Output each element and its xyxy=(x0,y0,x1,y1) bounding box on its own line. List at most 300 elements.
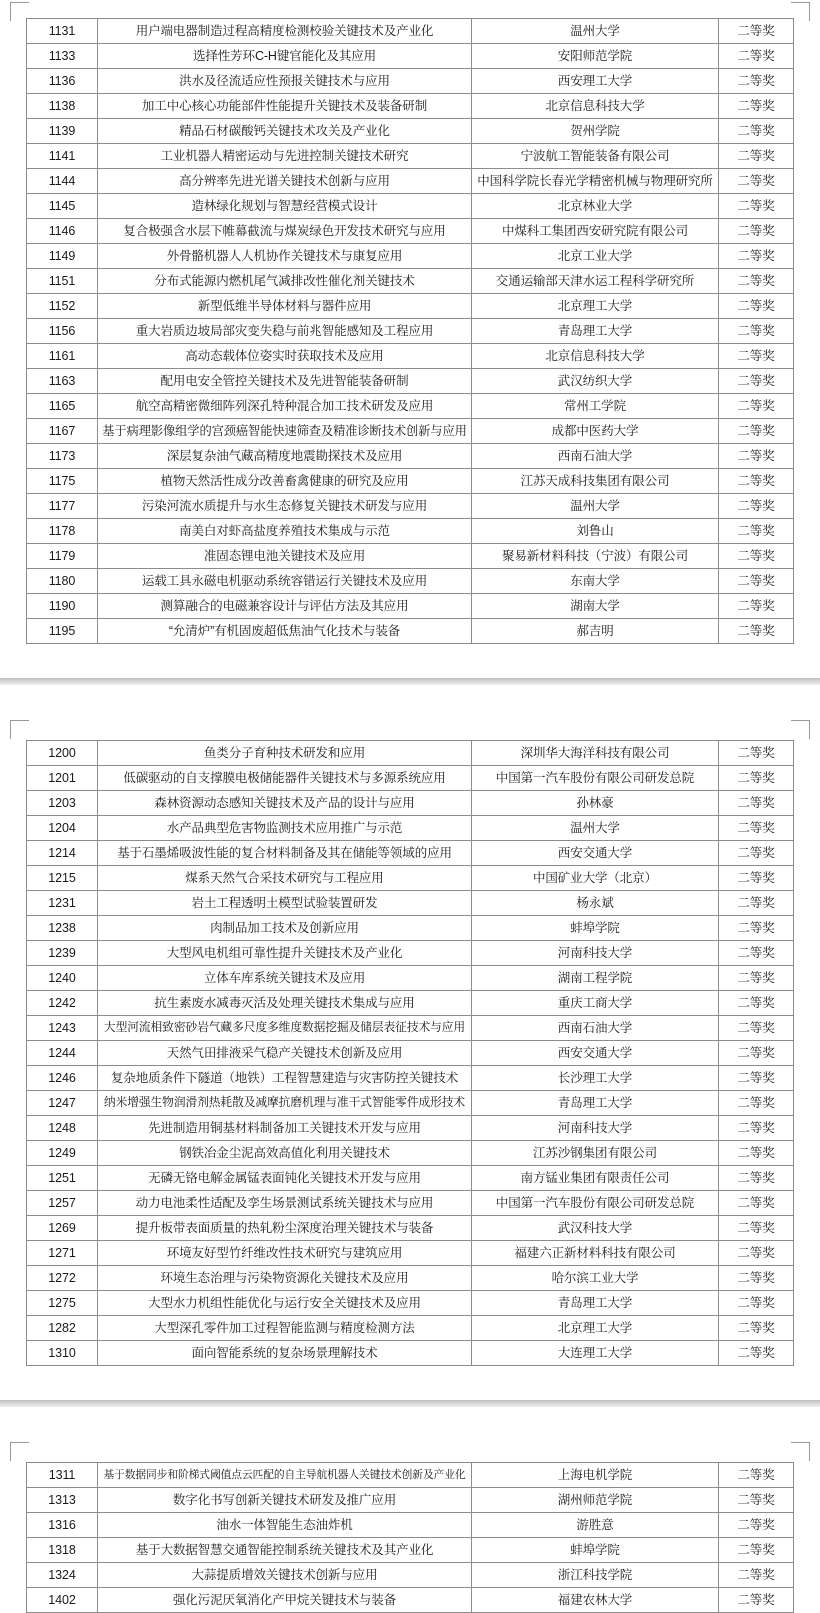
row-project-name-cell: 天然气田排液采气稳产关键技术创新及应用 xyxy=(98,1041,472,1066)
row-id-cell: 1200 xyxy=(27,741,98,766)
row-id-cell: 1310 xyxy=(27,1341,98,1366)
row-id-cell: 1201 xyxy=(27,766,98,791)
row-organization-cell: 孙林豪 xyxy=(472,791,719,816)
row-organization-cell: 中国第一汽车股份有限公司研发总院 xyxy=(472,1191,719,1216)
row-organization-cell: 中国科学院长春光学精密机械与物理研究所 xyxy=(472,169,719,194)
row-organization-cell: 游胜意 xyxy=(472,1513,719,1538)
row-award-level-cell: 二等奖 xyxy=(719,94,794,119)
award-table-3 xyxy=(26,1462,794,1613)
row-project-name-cell: 基于数据同步和阶梯式阈值点云匹配的自主导航机器人关键技术创新及产业化 xyxy=(98,1463,472,1488)
row-project-name-cell: 航空高精密微细阵列深孔特种混合加工技术研发及应用 xyxy=(98,394,472,419)
row-organization-cell: 交通运输部天津水运工程科学研究所 xyxy=(472,269,719,294)
row-award-level-cell: 二等奖 xyxy=(719,444,794,469)
row-organization-cell: 刘鲁山 xyxy=(472,519,719,544)
row-organization-cell: 上海电机学院 xyxy=(472,1463,719,1488)
row-award-level-cell: 二等奖 xyxy=(719,1041,794,1066)
row-project-name-cell: 煤系天然气合采技术研究与工程应用 xyxy=(98,866,472,891)
award-table-1 xyxy=(26,18,794,644)
table-row xyxy=(27,1341,794,1366)
row-award-level-cell: 二等奖 xyxy=(719,119,794,144)
table-row xyxy=(27,569,794,594)
row-organization-cell: 北京信息科技大学 xyxy=(472,344,719,369)
row-organization-cell: 东南大学 xyxy=(472,569,719,594)
table-row xyxy=(27,494,794,519)
row-project-name-cell: 加工中心核心功能部件性能提升关键技术及装备研制 xyxy=(98,94,472,119)
row-id-cell: 1152 xyxy=(27,294,98,319)
row-award-level-cell: 二等奖 xyxy=(719,866,794,891)
row-award-level-cell: 二等奖 xyxy=(719,369,794,394)
row-organization-cell: 中国第一汽车股份有限公司研发总院 xyxy=(472,766,719,791)
row-project-name-cell: 污染河流水质提升与水生态修复关键技术研发与应用 xyxy=(98,494,472,519)
row-award-level-cell: 二等奖 xyxy=(719,1538,794,1563)
row-award-level-cell: 二等奖 xyxy=(719,494,794,519)
page-break-1 xyxy=(0,644,820,722)
row-organization-cell: 长沙理工大学 xyxy=(472,1066,719,1091)
row-award-level-cell: 二等奖 xyxy=(719,469,794,494)
row-award-level-cell: 二等奖 xyxy=(719,69,794,94)
row-project-name-cell: 基于石墨烯吸波性能的复合材料制备及其在储能等领域的应用 xyxy=(98,841,472,866)
row-project-name-cell: 森林资源动态感知关键技术及产品的设计与应用 xyxy=(98,791,472,816)
row-organization-cell: 中煤科工集团西安研究院有限公司 xyxy=(472,219,719,244)
row-project-name-cell: 工业机器人精密运动与先进控制关键技术研究 xyxy=(98,144,472,169)
table-row xyxy=(27,866,794,891)
row-award-level-cell: 二等奖 xyxy=(719,519,794,544)
row-award-level-cell: 二等奖 xyxy=(719,1066,794,1091)
row-id-cell: 1146 xyxy=(27,219,98,244)
table-row xyxy=(27,1588,794,1613)
table-row xyxy=(27,1066,794,1091)
row-award-level-cell: 二等奖 xyxy=(719,619,794,644)
row-award-level-cell: 二等奖 xyxy=(719,1191,794,1216)
row-award-level-cell: 二等奖 xyxy=(719,941,794,966)
row-id-cell: 1248 xyxy=(27,1116,98,1141)
row-id-cell: 1195 xyxy=(27,619,98,644)
crop-mark-top-right xyxy=(791,1442,810,1461)
table-row xyxy=(27,169,794,194)
row-id-cell: 1177 xyxy=(27,494,98,519)
row-project-name-cell: 基于大数据智慧交通智能控制系统关键技术及其产业化 xyxy=(98,1538,472,1563)
row-award-level-cell: 二等奖 xyxy=(719,916,794,941)
row-id-cell: 1311 xyxy=(27,1463,98,1488)
row-project-name-cell: 鱼类分子育种技术研发和应用 xyxy=(98,741,472,766)
row-award-level-cell: 二等奖 xyxy=(719,1166,794,1191)
row-id-cell: 1271 xyxy=(27,1241,98,1266)
row-id-cell: 1145 xyxy=(27,194,98,219)
table-row xyxy=(27,1141,794,1166)
row-project-name-cell: 南美白对虾高盐度养殖技术集成与示范 xyxy=(98,519,472,544)
table-row xyxy=(27,1016,794,1041)
row-id-cell: 1175 xyxy=(27,469,98,494)
row-id-cell: 1138 xyxy=(27,94,98,119)
row-id-cell: 1133 xyxy=(27,44,98,69)
row-id-cell: 1214 xyxy=(27,841,98,866)
table-row xyxy=(27,791,794,816)
row-organization-cell: 北京理工大学 xyxy=(472,294,719,319)
row-award-level-cell: 二等奖 xyxy=(719,991,794,1016)
award-table-body-3 xyxy=(27,1463,794,1613)
table-row xyxy=(27,94,794,119)
row-id-cell: 1180 xyxy=(27,569,98,594)
row-project-name-cell: 环境生态治理与污染物资源化关键技术及应用 xyxy=(98,1266,472,1291)
row-award-level-cell: 二等奖 xyxy=(719,219,794,244)
row-id-cell: 1161 xyxy=(27,344,98,369)
page-break-2 xyxy=(0,1366,820,1444)
row-id-cell: 1244 xyxy=(27,1041,98,1066)
row-organization-cell: 成都中医药大学 xyxy=(472,419,719,444)
row-project-name-cell: 提升板带表面质量的热轧粉尘深度治理关键技术与装备 xyxy=(98,1216,472,1241)
row-project-name-cell: 钢铁冶金尘泥高效高值化利用关键技术 xyxy=(98,1141,472,1166)
row-award-level-cell: 二等奖 xyxy=(719,791,794,816)
row-id-cell: 1240 xyxy=(27,966,98,991)
crop-mark-top-left xyxy=(10,720,29,739)
row-organization-cell: 温州大学 xyxy=(472,816,719,841)
row-project-name-cell: 岩土工程透明土模型试验装置研发 xyxy=(98,891,472,916)
award-table-body-1 xyxy=(27,19,794,644)
row-project-name-cell: 高分辨率先进光谱关键技术创新与应用 xyxy=(98,169,472,194)
row-organization-cell: 北京信息科技大学 xyxy=(472,94,719,119)
row-id-cell: 1204 xyxy=(27,816,98,841)
row-project-name-cell: 准固态锂电池关键技术及应用 xyxy=(98,544,472,569)
row-project-name-cell: 动力电池柔性适配及孪生场景测试系统关键技术与应用 xyxy=(98,1191,472,1216)
row-award-level-cell: 二等奖 xyxy=(719,1241,794,1266)
row-award-level-cell: 二等奖 xyxy=(719,294,794,319)
crop-mark-top-right xyxy=(791,720,810,739)
award-table-body-2 xyxy=(27,741,794,1366)
row-project-name-cell: 测算融合的电磁兼容设计与评估方法及其应用 xyxy=(98,594,472,619)
row-id-cell: 1324 xyxy=(27,1563,98,1588)
table-row xyxy=(27,119,794,144)
row-organization-cell: 重庆工商大学 xyxy=(472,991,719,1016)
row-id-cell: 1269 xyxy=(27,1216,98,1241)
row-award-level-cell: 二等奖 xyxy=(719,841,794,866)
row-id-cell: 1251 xyxy=(27,1166,98,1191)
row-award-level-cell: 二等奖 xyxy=(719,44,794,69)
row-id-cell: 1151 xyxy=(27,269,98,294)
table-row xyxy=(27,1266,794,1291)
row-id-cell: 1242 xyxy=(27,991,98,1016)
row-award-level-cell: 二等奖 xyxy=(719,1141,794,1166)
table-row xyxy=(27,1513,794,1538)
row-project-name-cell: 运载工具永磁电机驱动系统容错运行关键技术及应用 xyxy=(98,569,472,594)
row-project-name-cell: 配用电安全管控关键技术及先进智能装备研制 xyxy=(98,369,472,394)
table-row xyxy=(27,619,794,644)
row-award-level-cell: 二等奖 xyxy=(719,891,794,916)
row-organization-cell: 杨永斌 xyxy=(472,891,719,916)
row-id-cell: 1272 xyxy=(27,1266,98,1291)
row-id-cell: 1238 xyxy=(27,916,98,941)
table-row xyxy=(27,1091,794,1116)
row-project-name-cell: 纳米增强生物润滑剂热耗散及减摩抗磨机理与准干式智能零件成形技术 xyxy=(98,1091,472,1116)
row-organization-cell: 湖州师范学院 xyxy=(472,1488,719,1513)
award-table-2 xyxy=(26,740,794,1366)
document-page-1 xyxy=(0,0,820,644)
row-award-level-cell: 二等奖 xyxy=(719,1216,794,1241)
row-award-level-cell: 二等奖 xyxy=(719,1266,794,1291)
table-row xyxy=(27,916,794,941)
table-row xyxy=(27,1166,794,1191)
row-project-name-cell: 复杂地质条件下隧道（地铁）工程智慧建造与灾害防控关键技术 xyxy=(98,1066,472,1091)
row-project-name-cell: 先进制造用铜基材料制备加工关键技术开发与应用 xyxy=(98,1116,472,1141)
row-award-level-cell: 二等奖 xyxy=(719,144,794,169)
row-id-cell: 1316 xyxy=(27,1513,98,1538)
row-organization-cell: 温州大学 xyxy=(472,494,719,519)
row-award-level-cell: 二等奖 xyxy=(719,1513,794,1538)
row-award-level-cell: 二等奖 xyxy=(719,1316,794,1341)
row-id-cell: 1313 xyxy=(27,1488,98,1513)
row-project-name-cell: 强化污泥厌氧消化产甲烷关键技术与装备 xyxy=(98,1588,472,1613)
row-id-cell: 1243 xyxy=(27,1016,98,1041)
row-organization-cell: 武汉科技大学 xyxy=(472,1216,719,1241)
row-project-name-cell: 大型风电机组可靠性提升关键技术及产业化 xyxy=(98,941,472,966)
award-table-wrapper-2 xyxy=(0,740,820,1366)
row-id-cell: 1239 xyxy=(27,941,98,966)
table-row xyxy=(27,1041,794,1066)
row-id-cell: 1246 xyxy=(27,1066,98,1091)
row-organization-cell: 青岛理工大学 xyxy=(472,1291,719,1316)
table-row xyxy=(27,1563,794,1588)
row-project-name-cell: 抗生素废水减毒灭活及处理关键技术集成与应用 xyxy=(98,991,472,1016)
row-project-name-cell: 低碳驱动的自支撑膜电极储能器件关键技术与多源系统应用 xyxy=(98,766,472,791)
row-organization-cell: 郝吉明 xyxy=(472,619,719,644)
row-id-cell: 1247 xyxy=(27,1091,98,1116)
row-award-level-cell: 二等奖 xyxy=(719,394,794,419)
table-row xyxy=(27,194,794,219)
award-table-wrapper-3 xyxy=(0,1462,820,1613)
row-organization-cell: 贺州学院 xyxy=(472,119,719,144)
table-row xyxy=(27,594,794,619)
row-id-cell: 1163 xyxy=(27,369,98,394)
row-project-name-cell: 水产品典型危害物监测技术应用推广与示范 xyxy=(98,816,472,841)
row-project-name-cell: 选择性芳环C-H键官能化及其应用 xyxy=(98,44,472,69)
row-award-level-cell: 二等奖 xyxy=(719,544,794,569)
table-row xyxy=(27,816,794,841)
row-project-name-cell: 大型河流相致密砂岩气藏多尺度多维度数据挖掘及储层表征技术与应用 xyxy=(98,1016,472,1041)
row-id-cell: 1179 xyxy=(27,544,98,569)
row-organization-cell: 青岛理工大学 xyxy=(472,319,719,344)
row-award-level-cell: 二等奖 xyxy=(719,569,794,594)
row-organization-cell: 北京理工大学 xyxy=(472,1316,719,1341)
row-award-level-cell: 二等奖 xyxy=(719,766,794,791)
row-project-name-cell: 外骨骼机器人人机协作关键技术与康复应用 xyxy=(98,244,472,269)
row-project-name-cell: 洪水及径流适应性预报关键技术与应用 xyxy=(98,69,472,94)
row-id-cell: 1231 xyxy=(27,891,98,916)
table-row xyxy=(27,1291,794,1316)
table-row xyxy=(27,966,794,991)
row-id-cell: 1149 xyxy=(27,244,98,269)
table-row xyxy=(27,519,794,544)
row-organization-cell: 湖南大学 xyxy=(472,594,719,619)
row-organization-cell: 蚌埠学院 xyxy=(472,1538,719,1563)
row-organization-cell: 深圳华大海洋科技有限公司 xyxy=(472,741,719,766)
row-id-cell: 1257 xyxy=(27,1191,98,1216)
page-break-band xyxy=(0,678,820,685)
row-organization-cell: 西安交通大学 xyxy=(472,841,719,866)
table-row xyxy=(27,1316,794,1341)
row-organization-cell: 江苏沙钢集团有限公司 xyxy=(472,1141,719,1166)
row-organization-cell: 中国矿业大学（北京） xyxy=(472,866,719,891)
row-id-cell: 1165 xyxy=(27,394,98,419)
row-project-name-cell: 环境友好型竹纤维改性技术研究与建筑应用 xyxy=(98,1241,472,1266)
row-award-level-cell: 二等奖 xyxy=(719,1588,794,1613)
row-award-level-cell: 二等奖 xyxy=(719,319,794,344)
row-project-name-cell: 无磷无铬电解金属锰表面钝化关键技术开发与应用 xyxy=(98,1166,472,1191)
row-award-level-cell: 二等奖 xyxy=(719,816,794,841)
row-organization-cell: 温州大学 xyxy=(472,19,719,44)
table-row xyxy=(27,419,794,444)
row-award-level-cell: 二等奖 xyxy=(719,1488,794,1513)
page-break-band xyxy=(0,1400,820,1407)
row-id-cell: 1136 xyxy=(27,69,98,94)
row-award-level-cell: 二等奖 xyxy=(719,344,794,369)
table-row xyxy=(27,469,794,494)
table-row xyxy=(27,1116,794,1141)
row-award-level-cell: 二等奖 xyxy=(719,169,794,194)
row-organization-cell: 蚌埠学院 xyxy=(472,916,719,941)
row-organization-cell: 北京工业大学 xyxy=(472,244,719,269)
row-id-cell: 1139 xyxy=(27,119,98,144)
row-award-level-cell: 二等奖 xyxy=(719,269,794,294)
table-row xyxy=(27,1538,794,1563)
row-award-level-cell: 二等奖 xyxy=(719,419,794,444)
row-organization-cell: 宁波航工智能装备有限公司 xyxy=(472,144,719,169)
table-row xyxy=(27,244,794,269)
row-award-level-cell: 二等奖 xyxy=(719,966,794,991)
row-project-name-cell: 用户端电器制造过程高精度检测校验关键技术及产业化 xyxy=(98,19,472,44)
row-id-cell: 1203 xyxy=(27,791,98,816)
row-organization-cell: 福建农林大学 xyxy=(472,1588,719,1613)
row-award-level-cell: 二等奖 xyxy=(719,594,794,619)
row-id-cell: 1141 xyxy=(27,144,98,169)
row-project-name-cell: 大型水力机组性能优化与运行安全关键技术及应用 xyxy=(98,1291,472,1316)
table-row xyxy=(27,991,794,1016)
row-award-level-cell: 二等奖 xyxy=(719,244,794,269)
table-row xyxy=(27,219,794,244)
table-row xyxy=(27,319,794,344)
row-project-name-cell: 复合极强含水层下帷幕截流与煤炭绿色开发技术研究与应用 xyxy=(98,219,472,244)
row-project-name-cell: “允清炉”有机固废超低焦油气化技术与装备 xyxy=(98,619,472,644)
row-organization-cell: 浙江科技学院 xyxy=(472,1563,719,1588)
row-id-cell: 1190 xyxy=(27,594,98,619)
row-award-level-cell: 二等奖 xyxy=(719,1091,794,1116)
table-row xyxy=(27,344,794,369)
row-award-level-cell: 二等奖 xyxy=(719,741,794,766)
row-award-level-cell: 二等奖 xyxy=(719,1116,794,1141)
table-row xyxy=(27,394,794,419)
table-row xyxy=(27,941,794,966)
row-organization-cell: 聚易新材料科技（宁波）有限公司 xyxy=(472,544,719,569)
row-project-name-cell: 重大岩质边坡局部灾变失稳与前兆智能感知及工程应用 xyxy=(98,319,472,344)
row-id-cell: 1318 xyxy=(27,1538,98,1563)
table-row xyxy=(27,741,794,766)
row-organization-cell: 河南科技大学 xyxy=(472,941,719,966)
row-award-level-cell: 二等奖 xyxy=(719,1463,794,1488)
row-project-name-cell: 高动态载体位姿实时获取技术及应用 xyxy=(98,344,472,369)
row-organization-cell: 江苏天成科技集团有限公司 xyxy=(472,469,719,494)
row-project-name-cell: 油水一体智能生态油炸机 xyxy=(98,1513,472,1538)
row-award-level-cell: 二等奖 xyxy=(719,19,794,44)
row-award-level-cell: 二等奖 xyxy=(719,1341,794,1366)
row-project-name-cell: 立体车库系统关键技术及应用 xyxy=(98,966,472,991)
row-id-cell: 1131 xyxy=(27,19,98,44)
row-project-name-cell: 精品石材碳酸钙关键技术攻关及产业化 xyxy=(98,119,472,144)
row-id-cell: 1156 xyxy=(27,319,98,344)
row-organization-cell: 青岛理工大学 xyxy=(472,1091,719,1116)
row-award-level-cell: 二等奖 xyxy=(719,1291,794,1316)
award-table-wrapper-1 xyxy=(0,18,820,644)
row-organization-cell: 西安理工大学 xyxy=(472,69,719,94)
row-organization-cell: 南方锰业集团有限责任公司 xyxy=(472,1166,719,1191)
row-award-level-cell: 二等奖 xyxy=(719,1563,794,1588)
table-row xyxy=(27,369,794,394)
row-id-cell: 1402 xyxy=(27,1588,98,1613)
row-organization-cell: 常州工学院 xyxy=(472,394,719,419)
row-project-name-cell: 植物天然活性成分改善畜禽健康的研究及应用 xyxy=(98,469,472,494)
row-project-name-cell: 面向智能系统的复杂场景理解技术 xyxy=(98,1341,472,1366)
row-id-cell: 1215 xyxy=(27,866,98,891)
row-organization-cell: 湖南工程学院 xyxy=(472,966,719,991)
row-id-cell: 1178 xyxy=(27,519,98,544)
table-row xyxy=(27,544,794,569)
table-row xyxy=(27,269,794,294)
row-project-name-cell: 基于病理影像组学的宫颈癌智能快速筛查及精准诊断技术创新与应用 xyxy=(98,419,472,444)
row-id-cell: 1144 xyxy=(27,169,98,194)
row-organization-cell: 西南石油大学 xyxy=(472,1016,719,1041)
row-id-cell: 1173 xyxy=(27,444,98,469)
table-row xyxy=(27,44,794,69)
row-project-name-cell: 深层复杂油气藏高精度地震勘探技术及应用 xyxy=(98,444,472,469)
row-award-level-cell: 二等奖 xyxy=(719,1016,794,1041)
table-row xyxy=(27,444,794,469)
row-organization-cell: 福建六正新材料科技有限公司 xyxy=(472,1241,719,1266)
table-row xyxy=(27,891,794,916)
table-row xyxy=(27,294,794,319)
row-organization-cell: 北京林业大学 xyxy=(472,194,719,219)
row-id-cell: 1249 xyxy=(27,1141,98,1166)
row-organization-cell: 西南石油大学 xyxy=(472,444,719,469)
row-project-name-cell: 肉制品加工技术及创新应用 xyxy=(98,916,472,941)
row-project-name-cell: 大型深孔零件加工过程智能监测与精度检测方法 xyxy=(98,1316,472,1341)
crop-mark-top-left xyxy=(10,1442,29,1461)
table-row xyxy=(27,766,794,791)
document-page-3 xyxy=(0,1444,820,1613)
row-project-name-cell: 数字化书写创新关键技术研发及推广应用 xyxy=(98,1488,472,1513)
row-organization-cell: 西安交通大学 xyxy=(472,1041,719,1066)
table-row xyxy=(27,1488,794,1513)
row-project-name-cell: 大蒜提质增效关键技术创新与应用 xyxy=(98,1563,472,1588)
row-organization-cell: 大连理工大学 xyxy=(472,1341,719,1366)
table-row xyxy=(27,19,794,44)
document-page-2 xyxy=(0,722,820,1366)
row-project-name-cell: 新型低维半导体材料与器件应用 xyxy=(98,294,472,319)
row-id-cell: 1167 xyxy=(27,419,98,444)
table-row xyxy=(27,1241,794,1266)
row-organization-cell: 哈尔滨工业大学 xyxy=(472,1266,719,1291)
table-row xyxy=(27,1463,794,1488)
row-id-cell: 1275 xyxy=(27,1291,98,1316)
table-row xyxy=(27,144,794,169)
row-award-level-cell: 二等奖 xyxy=(719,194,794,219)
table-row xyxy=(27,841,794,866)
row-organization-cell: 河南科技大学 xyxy=(472,1116,719,1141)
row-project-name-cell: 分布式能源内燃机尾气减排改性催化剂关键技术 xyxy=(98,269,472,294)
table-row xyxy=(27,69,794,94)
table-row xyxy=(27,1191,794,1216)
row-organization-cell: 安阳师范学院 xyxy=(472,44,719,69)
row-id-cell: 1282 xyxy=(27,1316,98,1341)
table-row xyxy=(27,1216,794,1241)
row-project-name-cell: 造林绿化规划与智慧经营模式设计 xyxy=(98,194,472,219)
row-organization-cell: 武汉纺织大学 xyxy=(472,369,719,394)
